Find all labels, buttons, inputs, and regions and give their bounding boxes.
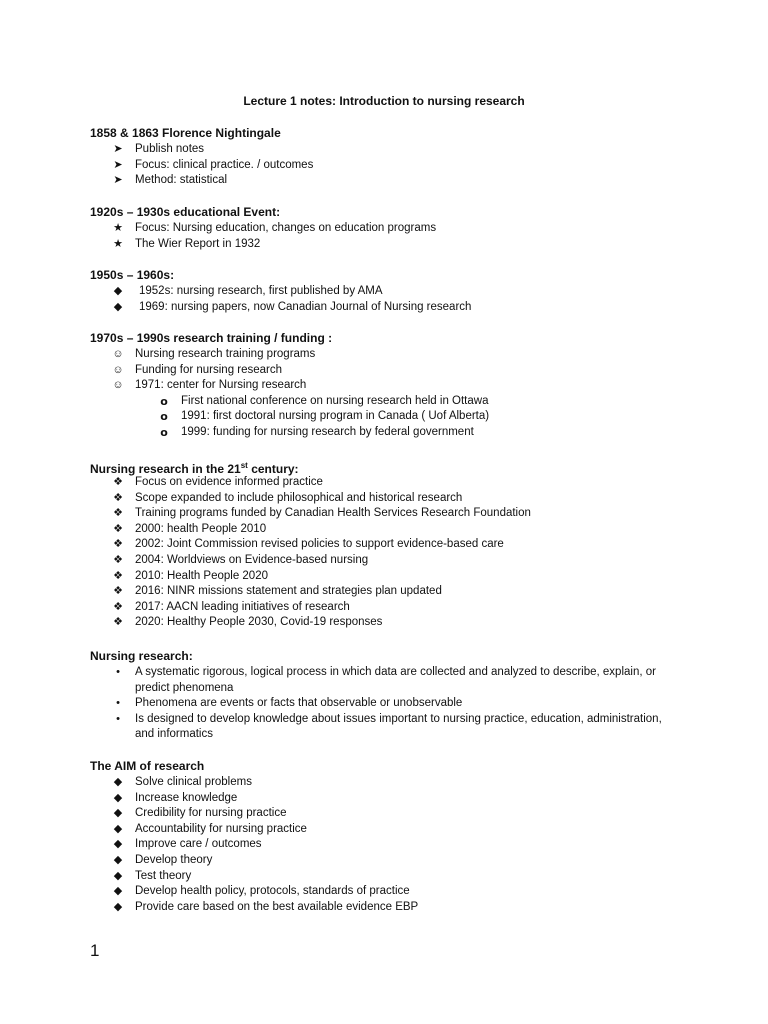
diamond-bullet-icon: ◆ [113, 300, 123, 313]
list-item: ❖ 2020: Healthy People 2030, Covid-19 responses [90, 615, 690, 631]
section-nightingale [90, 125, 690, 189]
section-heading: 1950s – 1960s: [90, 268, 175, 282]
diamond-cross-bullet-icon: ❖ [113, 600, 123, 613]
list-item: ◆ Increase knowledge [90, 791, 690, 807]
list-item: ★ The Wier Report in 1932 [90, 237, 690, 253]
page-number: 1 [90, 941, 100, 960]
diamond-bullet-icon: ◆ [113, 900, 123, 913]
section-heading: 1970s – 1990s research training / funding : [90, 331, 333, 345]
diamond-bullet-icon: ◆ [113, 285, 123, 297]
diamond-cross-bullet-icon: ❖ [113, 569, 123, 582]
arrow-bullet-icon: ➤ [113, 158, 123, 171]
diamond-bullet-icon: ◆ [113, 853, 123, 866]
list-item: ❖ 2017: AACN leading initiatives of research [90, 600, 690, 616]
section-21st-century [90, 458, 690, 631]
list-item: ❖ 2002: Joint Commission revised policies to support evidence-based care [90, 537, 690, 553]
list-item: ☺ Funding for nursing research [90, 363, 690, 379]
star-bullet-icon: ★ [113, 222, 123, 234]
diamond-bullet-icon: ◆ [113, 791, 123, 804]
diamond-bullet-icon: ◆ [113, 807, 123, 820]
list-item: ◆ 1969: nursing papers, now Canadian Journal of Nursing research [90, 300, 690, 316]
sub-list-item: o 1991: first doctoral nursing program in Canada ( Uof Alberta) [90, 409, 690, 425]
list-item: ◆ Solve clinical problems [90, 775, 690, 791]
list-item: ☺ Nursing research training programs [90, 347, 690, 363]
section-heading: 1858 & 1863 Florence Nightingale [90, 126, 281, 140]
section-1970s [90, 330, 690, 441]
document-title: Lecture 1 notes: Introduction to nursing research [243, 94, 525, 108]
list-item: ➤ Publish notes [90, 142, 690, 158]
list-item: ☺ 1971: center for Nursing research [90, 378, 690, 394]
list-item: ❖ Scope expanded to include philosophical and historical research [90, 491, 690, 507]
list-item: ◆ 1952s: nursing research, first published by AMA [90, 284, 690, 300]
arrow-bullet-icon: ➤ [113, 143, 123, 155]
section-heading: 1920s – 1930s educational Event: [90, 205, 281, 219]
list-item: ➤ Focus: clinical practice. / outcomes [90, 158, 690, 174]
diamond-cross-bullet-icon: ❖ [113, 491, 123, 504]
list-item: • A systematic rigorous, logical process in which data are collected and analyzed to describe, explain, or [90, 665, 690, 681]
sub-list-item: o First national conference on nursing research held in Ottawa [90, 394, 690, 410]
diamond-bullet-icon: ◆ [113, 885, 123, 898]
section-heading: Nursing research: [90, 649, 193, 663]
list-item: • Phenomena are events or facts that observable or unobservable [90, 696, 690, 712]
circle-bullet-icon: o [160, 394, 168, 408]
diamond-bullet-icon: ◆ [113, 838, 123, 851]
list-item: ◆ Credibility for nursing practice [90, 806, 690, 822]
section-1920s [90, 204, 690, 252]
list-item: ❖ 2004: Worldviews on Evidence-based nursing [90, 553, 690, 569]
list-item-continuation: predict phenomena [135, 681, 234, 694]
smiley-bullet-icon: ☺ [112, 379, 124, 392]
list-item: ◆ Test theory [90, 869, 690, 885]
list-item: • Is designed to develop knowledge about issues important to nursing practice, education, administration, [90, 712, 690, 728]
list-item: ◆ Develop health policy, protocols, standards of practice [90, 884, 690, 900]
diamond-cross-bullet-icon: ❖ [113, 476, 123, 488]
list-item: ❖ 2000: health People 2010 [90, 522, 690, 538]
circle-bullet-icon: o [160, 410, 168, 424]
list-item: ❖ Training programs funded by Canadian Health Services Research Foundation [90, 506, 690, 522]
smiley-bullet-icon: ☺ [112, 363, 124, 376]
dot-bullet-icon: • [116, 697, 120, 710]
dot-bullet-icon: • [116, 666, 120, 678]
list-item: ◆ Develop theory [90, 853, 690, 869]
diamond-cross-bullet-icon: ❖ [113, 507, 123, 520]
dot-bullet-icon: • [116, 712, 120, 725]
section-aim-of-research [90, 758, 690, 915]
diamond-cross-bullet-icon: ❖ [113, 616, 123, 629]
diamond-cross-bullet-icon: ❖ [113, 538, 123, 551]
list-item: ❖ 2010: Health People 2020 [90, 569, 690, 585]
circle-bullet-icon: o [160, 425, 168, 439]
diamond-cross-bullet-icon: ❖ [113, 522, 123, 535]
section-nursing-research [90, 648, 690, 743]
list-item: ◆ Provide care based on the best available evidence EBP [90, 900, 690, 916]
smiley-bullet-icon: ☺ [112, 348, 124, 360]
list-item-continuation: and informatics [135, 728, 213, 741]
arrow-bullet-icon: ➤ [113, 174, 123, 187]
list-item: ❖ Focus on evidence informed practice [90, 475, 690, 491]
list-item: ◆ Improve care / outcomes [90, 837, 690, 853]
diamond-cross-bullet-icon: ❖ [113, 553, 123, 566]
diamond-bullet-icon: ◆ [113, 776, 123, 788]
diamond-cross-bullet-icon: ❖ [113, 585, 123, 598]
list-item: ❖ 2016: NINR missions statement and strategies plan updated [90, 584, 690, 600]
list-item: ➤ Method: statistical [90, 173, 690, 189]
list-item: ◆ Accountability for nursing practice [90, 822, 690, 838]
list-item: ★ Focus: Nursing education, changes on education programs [90, 221, 690, 237]
section-1950s [90, 267, 690, 315]
sub-list-item: o 1999: funding for nursing research by federal government [90, 425, 690, 441]
section-heading: The AIM of research [90, 759, 205, 773]
diamond-bullet-icon: ◆ [113, 822, 123, 835]
diamond-bullet-icon: ◆ [113, 869, 123, 882]
section-heading: Nursing research in the 21st century: [90, 461, 299, 476]
star-bullet-icon: ★ [113, 237, 123, 250]
